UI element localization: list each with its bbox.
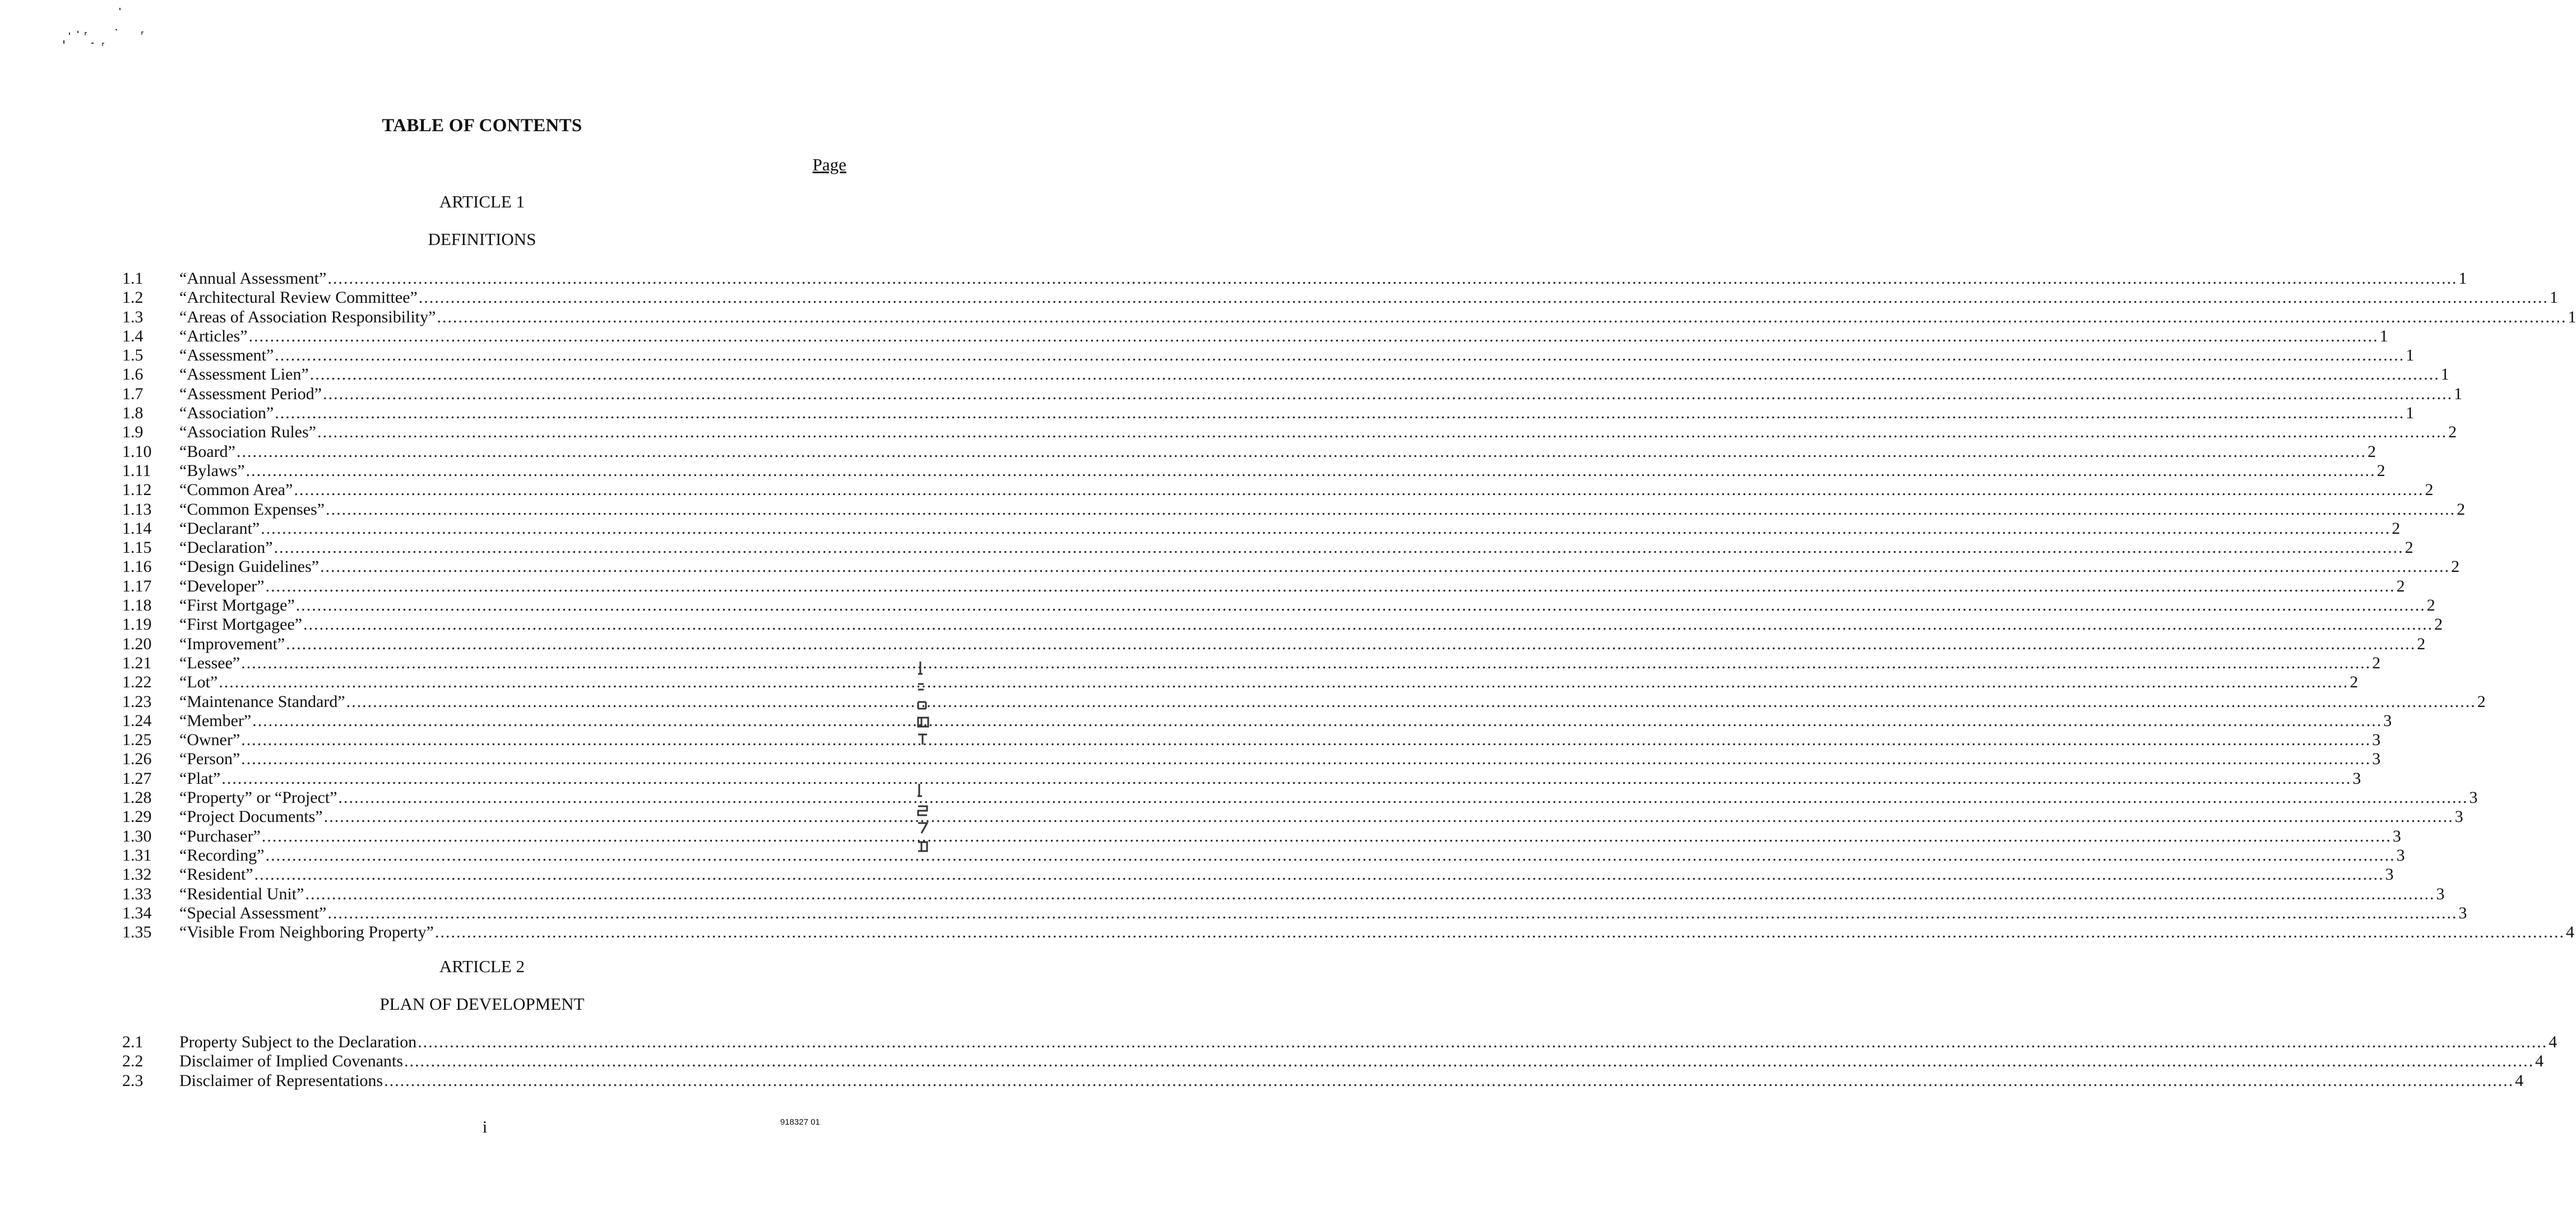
- toc-page-number: 4: [2549, 1033, 2558, 1051]
- article-1-toc-entry: [122, 365, 2449, 384]
- toc-section-title: “Special Assessment”: [179, 903, 327, 922]
- toc-dot-leader: ................................................................................................................................................................................................................................................................................................................................................................................................................: [434, 923, 2565, 942]
- toc-section-title: “Member”: [179, 711, 252, 730]
- article-1-toc-entry: [122, 307, 2576, 327]
- toc-dot-leader: ................................................................................................................................................................................................................................................................................................................................................................................................................: [286, 634, 2416, 653]
- recording-stamp-image: [916, 662, 933, 855]
- toc-section-number: 1.6: [122, 365, 143, 384]
- toc-dot-leader: ................................................................................................................................................................................................................................................................................................................................................................................................................: [221, 769, 2352, 788]
- toc-dot-leader: ................................................................................................................................................................................................................................................................................................................................................................................................................: [275, 404, 2405, 423]
- toc-section-number: 1.1: [122, 269, 143, 288]
- article-1-toc-entry: [122, 653, 2381, 673]
- toc-section-number: 1.9: [122, 423, 143, 442]
- toc-dot-leader: ................................................................................................................................................................................................................................................................................................................................................................................................................: [326, 500, 2456, 519]
- toc-section-number: 1.32: [122, 865, 152, 884]
- toc-dot-leader: ................................................................................................................................................................................................................................................................................................................................................................................................................: [309, 365, 2440, 384]
- article-1-toc-entry: [122, 807, 2463, 826]
- toc-dot-leader: ................................................................................................................................................................................................................................................................................................................................................................................................................: [384, 1071, 2514, 1090]
- toc-page-number: 2: [2451, 557, 2460, 576]
- article-1-toc-entry: [122, 442, 2376, 461]
- toc-section-number: 1.34: [122, 903, 152, 922]
- article-1-toc-entry: [122, 461, 2385, 480]
- toc-dot-leader: ................................................................................................................................................................................................................................................................................................................................................................................................................: [437, 307, 2567, 326]
- toc-page-number: 3: [2469, 788, 2478, 807]
- toc-dot-leader: ................................................................................................................................................................................................................................................................................................................................................................................................................: [248, 326, 2379, 345]
- toc-section-number: 1.33: [122, 884, 152, 903]
- toc-section-title: “Assessment”: [179, 346, 274, 365]
- toc-section-title: “Design Guidelines”: [179, 557, 319, 576]
- toc-section-title: “Declaration”: [179, 538, 273, 557]
- toc-section-number: 1.26: [122, 750, 152, 769]
- toc-dot-leader: ................................................................................................................................................................................................................................................................................................................................................................................................................: [303, 615, 2434, 634]
- toc-section-title: Disclaimer of Representations: [179, 1071, 383, 1090]
- article-1-toc-entry: [122, 865, 2394, 884]
- toc-section-title: “Areas of Association Responsibility”: [179, 307, 436, 326]
- toc-section-title: “Association Rules”: [179, 423, 317, 442]
- toc-page-number: 3: [2372, 731, 2381, 750]
- article-1-toc-entry: [122, 538, 2413, 557]
- toc-dot-leader: ................................................................................................................................................................................................................................................................................................................................................................................................................: [295, 596, 2426, 615]
- toc-section-title: “Plat”: [179, 769, 221, 788]
- toc-section-title: Property Subject to the Declaration: [179, 1033, 417, 1051]
- document-title: TABLE OF CONTENTS: [382, 115, 582, 136]
- toc-section-number: 1.16: [122, 557, 152, 576]
- toc-section-title: “Common Area”: [179, 480, 293, 500]
- toc-page-number: 3: [2383, 711, 2392, 730]
- toc-dot-leader: ................................................................................................................................................................................................................................................................................................................................................................................................................: [261, 519, 2391, 538]
- toc-dot-leader: ................................................................................................................................................................................................................................................................................................................................................................................................................: [294, 480, 2424, 500]
- toc-section-number: 1.3: [122, 307, 143, 326]
- toc-page-number: 3: [2372, 750, 2381, 769]
- toc-section-number: 1.15: [122, 538, 152, 557]
- toc-page-number: 3: [2436, 884, 2445, 903]
- scan-specks: [56, 6, 157, 50]
- toc-section-title: “Annual Assessment”: [179, 269, 327, 288]
- toc-page-number: 2: [2426, 596, 2435, 615]
- toc-dot-leader: ................................................................................................................................................................................................................................................................................................................................................................................................................: [327, 269, 2458, 288]
- toc-dot-leader: ................................................................................................................................................................................................................................................................................................................................................................................................................: [346, 692, 2476, 711]
- toc-section-number: 1.21: [122, 653, 152, 672]
- article-1-label: ARTICLE 1: [439, 192, 525, 211]
- toc-page-number: 3: [2392, 826, 2401, 845]
- toc-section-number: 1.4: [122, 326, 143, 345]
- article-2-name: PLAN OF DEVELOPMENT: [379, 994, 585, 1014]
- toc-page-number: 2: [2404, 538, 2413, 557]
- toc-page-number: 1: [2568, 307, 2576, 326]
- article-2-toc-entry: [122, 1071, 2524, 1090]
- article-1-toc-entry: [122, 788, 2478, 807]
- toc-section-title: “Assessment Lien”: [179, 365, 309, 384]
- toc-page-number: 2: [2417, 634, 2426, 653]
- article-1-toc-entry: [122, 711, 2392, 731]
- article-1-toc-entry: [122, 769, 2361, 788]
- toc-page-number: 4: [2515, 1071, 2524, 1090]
- toc-dot-leader: ................................................................................................................................................................................................................................................................................................................................................................................................................: [404, 1052, 2535, 1071]
- article-1-toc-entry: [122, 480, 2434, 500]
- toc-section-title: “Common Expenses”: [179, 500, 325, 519]
- article-1-toc-entry: [122, 692, 2486, 711]
- toc-section-number: 1.30: [122, 826, 152, 845]
- toc-dot-leader: ................................................................................................................................................................................................................................................................................................................................................................................................................: [219, 673, 2349, 692]
- article-1-toc-entry: [122, 826, 2401, 846]
- toc-page-number: 2: [2350, 673, 2359, 692]
- toc-section-number: 1.14: [122, 519, 152, 538]
- toc-section-title: “Bylaws”: [179, 461, 245, 480]
- toc-dot-leader: ................................................................................................................................................................................................................................................................................................................................................................................................................: [265, 576, 2396, 595]
- toc-section-number: 1.24: [122, 711, 152, 730]
- toc-page-number: 1: [2406, 346, 2415, 365]
- toc-page-number: 2: [2392, 519, 2401, 538]
- article-1-toc-entry: [122, 673, 2359, 692]
- article-1-toc-entry: [122, 384, 2463, 404]
- toc-section-title: “Resident”: [179, 865, 253, 884]
- toc-page-number: 2: [2367, 442, 2376, 461]
- toc-section-title: “First Mortgage”: [179, 596, 295, 615]
- toc-page-number: 1: [2549, 288, 2558, 307]
- article-1-name: DEFINITIONS: [428, 229, 536, 249]
- toc-section-title: “Developer”: [179, 576, 265, 595]
- toc-page-number: 3: [2396, 845, 2405, 865]
- article-1-toc-entry: [122, 634, 2426, 654]
- toc-section-title: “Declarant”: [179, 519, 260, 538]
- toc-section-title: “Lessee”: [179, 653, 240, 672]
- toc-section-number: 1.11: [122, 461, 151, 480]
- toc-dot-leader: ................................................................................................................................................................................................................................................................................................................................................................................................................: [305, 884, 2435, 903]
- article-1-toc-entry: [122, 269, 2467, 288]
- page-column-label: Page: [812, 155, 846, 174]
- toc-page-number: 2: [2372, 653, 2381, 672]
- toc-page-number: 4: [2535, 1052, 2544, 1071]
- toc-page-number: 1: [2454, 384, 2463, 403]
- toc-section-title: “Lot”: [179, 673, 218, 692]
- toc-page-number: 1: [2458, 269, 2467, 288]
- toc-section-title: “Purchaser”: [179, 826, 261, 845]
- article-1-toc-entry: [122, 596, 2435, 615]
- toc-section-number: 2.1: [122, 1033, 143, 1051]
- toc-section-title: “Property” or “Project”: [179, 788, 337, 807]
- toc-page-number: 2: [2376, 461, 2385, 480]
- toc-page-number: 1: [2406, 404, 2415, 423]
- article-1-toc-entry: [122, 750, 2381, 769]
- article-1-toc-entry: [122, 557, 2460, 576]
- toc-page-number: 3: [2454, 807, 2463, 826]
- toc-section-number: 1.12: [122, 480, 152, 500]
- article-1-toc-entry: [122, 404, 2415, 423]
- toc-section-number: 1.17: [122, 576, 152, 595]
- toc-section-number: 1.20: [122, 634, 152, 653]
- toc-section-title: “Recording”: [179, 845, 265, 865]
- toc-section-title: “Person”: [179, 750, 240, 769]
- toc-section-title: “Residential Unit”: [179, 884, 304, 903]
- toc-section-number: 1.31: [122, 845, 152, 865]
- toc-dot-leader: ................................................................................................................................................................................................................................................................................................................................................................................................................: [265, 845, 2396, 865]
- article-1-toc-entry: [122, 576, 2405, 596]
- toc-section-number: 1.29: [122, 807, 152, 826]
- article-1-toc-entry: [122, 845, 2405, 865]
- toc-section-title: “Assessment Period”: [179, 384, 322, 403]
- toc-section-title: “Board”: [179, 442, 235, 461]
- toc-section-number: 1.23: [122, 692, 152, 711]
- toc-section-title: “Maintenance Standard”: [179, 692, 345, 711]
- footer-page-number: i: [482, 1117, 488, 1136]
- toc-page-number: 2: [2448, 423, 2457, 442]
- toc-dot-leader: ................................................................................................................................................................................................................................................................................................................................................................................................................: [323, 384, 2453, 403]
- toc-section-number: 1.19: [122, 615, 152, 634]
- article-2-toc-entry: [122, 1052, 2544, 1071]
- toc-section-number: 1.18: [122, 596, 152, 615]
- toc-section-title: “Project Documents”: [179, 807, 323, 826]
- toc-dot-leader: ................................................................................................................................................................................................................................................................................................................................................................................................................: [320, 557, 2450, 576]
- toc-page-number: 1: [2379, 326, 2388, 345]
- toc-dot-leader: ................................................................................................................................................................................................................................................................................................................................................................................................................: [241, 750, 2371, 769]
- toc-page-number: 2: [2434, 615, 2443, 634]
- toc-section-number: 1.8: [122, 404, 143, 423]
- toc-page-number: 4: [2565, 923, 2574, 942]
- toc-section-title: “Association”: [179, 404, 274, 423]
- toc-page-number: 3: [2352, 769, 2361, 788]
- toc-section-title: “Articles”: [179, 326, 248, 345]
- toc-section-number: 1.35: [122, 923, 152, 942]
- toc-page-number: 3: [2458, 903, 2467, 922]
- toc-section-title: “Improvement”: [179, 634, 285, 653]
- toc-dot-leader: ................................................................................................................................................................................................................................................................................................................................................................................................................: [241, 653, 2371, 672]
- toc-dot-leader: ................................................................................................................................................................................................................................................................................................................................................................................................................: [241, 731, 2371, 750]
- article-1-toc-entry: [122, 903, 2467, 923]
- article-1-toc-entry: [122, 423, 2457, 442]
- toc-dot-leader: ................................................................................................................................................................................................................................................................................................................................................................................................................: [418, 1033, 2548, 1051]
- toc-section-title: “Owner”: [179, 731, 240, 750]
- article-1-toc-entry: [122, 884, 2445, 904]
- toc-section-title: “First Mortgagee”: [179, 615, 303, 634]
- toc-dot-leader: ................................................................................................................................................................................................................................................................................................................................................................................................................: [254, 865, 2384, 884]
- toc-section-number: 1.25: [122, 731, 152, 750]
- toc-section-number: 1.22: [122, 673, 152, 692]
- article-2-toc-list: [122, 1033, 2558, 1090]
- toc-section-number: 1.5: [122, 346, 143, 365]
- toc-dot-leader: ................................................................................................................................................................................................................................................................................................................................................................................................................: [236, 442, 2366, 461]
- article-1-toc-entry: [122, 731, 2381, 750]
- article-1-toc-entry: [122, 346, 2415, 365]
- toc-section-number: 1.2: [122, 288, 143, 307]
- toc-page-number: 3: [2385, 865, 2394, 884]
- article-1-toc-entry: [122, 923, 2574, 942]
- toc-section-number: 2.3: [122, 1071, 143, 1090]
- toc-page-number: 2: [2477, 692, 2486, 711]
- article-1-toc-entry: [122, 326, 2388, 346]
- article-1-toc-list: [122, 269, 2576, 942]
- article-1-toc-entry: [122, 615, 2443, 634]
- toc-dot-leader: ................................................................................................................................................................................................................................................................................................................................................................................................................: [252, 711, 2383, 730]
- toc-page-number: 2: [2396, 576, 2405, 595]
- toc-dot-leader: ................................................................................................................................................................................................................................................................................................................................................................................................................: [245, 461, 2376, 480]
- toc-dot-leader: ................................................................................................................................................................................................................................................................................................................................................................................................................: [261, 826, 2392, 845]
- toc-dot-leader: ................................................................................................................................................................................................................................................................................................................................................................................................................: [418, 288, 2549, 307]
- article-1-toc-entry: [122, 288, 2558, 307]
- article-1-toc-entry: [122, 500, 2466, 519]
- toc-section-number: 1.7: [122, 384, 143, 403]
- toc-dot-leader: ................................................................................................................................................................................................................................................................................................................................................................................................................: [323, 807, 2454, 826]
- toc-section-number: 1.28: [122, 788, 152, 807]
- toc-page-number: 1: [2440, 365, 2449, 384]
- toc-dot-leader: ................................................................................................................................................................................................................................................................................................................................................................................................................: [317, 423, 2448, 442]
- toc-section-title: “Architectural Review Committee”: [179, 288, 418, 307]
- toc-section-number: 1.27: [122, 769, 152, 788]
- toc-page-number: 2: [2457, 500, 2466, 519]
- toc-dot-leader: ................................................................................................................................................................................................................................................................................................................................................................................................................: [327, 903, 2458, 922]
- toc-section-number: 1.10: [122, 442, 152, 461]
- toc-dot-leader: ................................................................................................................................................................................................................................................................................................................................................................................................................: [338, 788, 2468, 807]
- article-2-label: ARTICLE 2: [439, 956, 525, 976]
- document-id: 918327 01: [780, 1117, 820, 1127]
- toc-dot-leader: ................................................................................................................................................................................................................................................................................................................................................................................................................: [274, 538, 2404, 557]
- toc-dot-leader: ................................................................................................................................................................................................................................................................................................................................................................................................................: [275, 346, 2405, 365]
- article-1-toc-entry: [122, 519, 2401, 538]
- toc-section-title: Disclaimer of Implied Covenants: [179, 1052, 404, 1071]
- toc-section-title: “Visible From Neighboring Property”: [179, 923, 434, 942]
- article-2-toc-entry: [122, 1033, 2558, 1052]
- toc-section-number: 2.2: [122, 1052, 143, 1071]
- toc-page-number: 2: [2425, 480, 2434, 500]
- toc-section-number: 1.13: [122, 500, 152, 519]
